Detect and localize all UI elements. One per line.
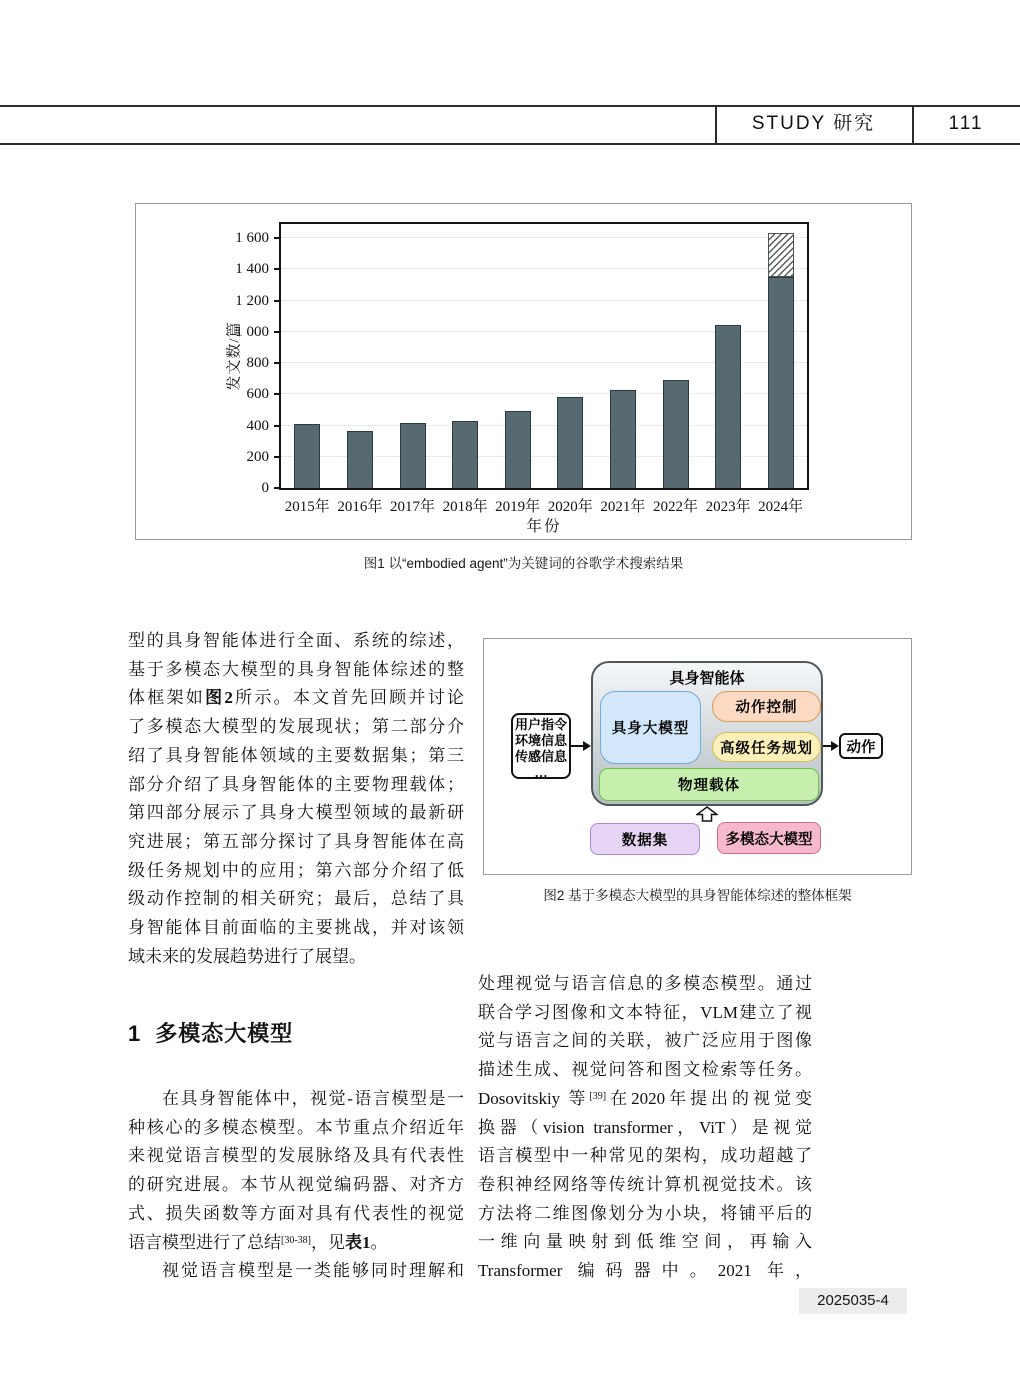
bar-2023年: [715, 325, 741, 488]
figure1-caption: 图1 以“embodied agent”为关键词的谷歌学术搜索结果: [363, 556, 684, 571]
left-column-paragraph-1: [128, 627, 464, 971]
x-tick-label: 2020年: [547, 499, 593, 515]
y-tick-label: 600: [246, 386, 269, 403]
text-line: 一维向量映射到低维空间，再输入: [478, 1232, 812, 1252]
y-tick-label: 200: [246, 448, 269, 465]
node-task-planning: 高级任务规划: [712, 732, 821, 762]
node-physical-carrier: 物理载体: [599, 768, 819, 801]
x-axis-title: 年份: [526, 518, 562, 535]
section-heading: [128, 1017, 488, 1048]
x-tick-label: 2016年: [337, 499, 383, 515]
diagram-agent-container: [591, 661, 823, 806]
text-line: 的研究进展。本节从视觉编码器、对齐方: [128, 1175, 464, 1195]
input-line: 用户指令: [514, 717, 567, 732]
node-action-control: 动作控制: [712, 691, 821, 722]
left-column-paragraph-2: [128, 1085, 464, 1286]
figure1-frame: [135, 203, 912, 540]
y-tick-label: 1 400: [235, 261, 269, 278]
text-line: 种核心的多模态模型。本节重点介绍近年: [128, 1117, 464, 1137]
text-line: Transformer 编码器中。2021 年，: [478, 1261, 812, 1281]
text-line: 了多模态大模型的发展现状；第二部分介: [128, 717, 464, 737]
bar-2022年: [663, 380, 689, 488]
bar-2021年: [610, 390, 636, 488]
gridline: [281, 237, 807, 238]
text-line: 视觉语言模型是一类能够同时理解和: [162, 1261, 464, 1281]
bar-2016年: [347, 431, 373, 488]
article-code-badge: 2025035-4: [799, 1288, 907, 1314]
text-line: 觉与语言之间的关联，被广泛应用于图像: [478, 1031, 812, 1051]
text-line: 描述生成、视觉问答和图文检索等任务。: [478, 1060, 812, 1080]
text-line: 换器（vision transformer，ViT）是视觉: [478, 1117, 812, 1137]
text-line: 语言模型进行了总结[30-38]，见表1。: [128, 1232, 388, 1252]
text-line: 究进展；第五部分探讨了具身智能体在高: [128, 831, 464, 851]
section-number: 1: [128, 1021, 142, 1046]
x-tick-label: 2021年: [600, 499, 646, 515]
text-line: 语言模型中一种常见的架构，成功超越了: [478, 1146, 812, 1166]
x-tick-label: 2015年: [284, 499, 330, 515]
plot-area: [279, 222, 809, 490]
up-arrow-icon: [696, 806, 718, 822]
bar-2015年: [294, 424, 320, 488]
text-line: 基于多模态大模型的具身智能体综述的整: [128, 659, 464, 679]
x-tick-label: 2022年: [652, 499, 698, 515]
text-line: 第四部分展示了具身大模型领域的最新研: [128, 803, 464, 823]
y-tick-label: 0: [261, 480, 269, 496]
node-embodied-model: 具身大模型: [600, 691, 701, 764]
text-line: 体框架如图2所示。本文首先回顾并讨论: [128, 688, 465, 708]
bar-2017年: [400, 423, 426, 488]
gridline: [281, 268, 807, 269]
text-line: 来视觉语言模型的发展脉络及具有代表性: [128, 1146, 464, 1166]
arrow-input-to-agent-head: [583, 741, 591, 751]
text-line: 在具身智能体中，视觉-语言模型是一: [162, 1089, 464, 1108]
y-tick-label: 800: [246, 355, 269, 371]
text-line: 级动作控制的相关研究；最后，总结了具: [128, 889, 464, 909]
figure2-frame: [483, 638, 912, 875]
agent-container-title: 具身智能体: [669, 671, 745, 687]
text-line: 域未来的发展趋势进行了展望。: [128, 946, 366, 966]
journal-section-label: STUDY 研究: [751, 113, 876, 134]
y-axis-title: 发文数/篇: [226, 321, 243, 391]
text-line: 级任务规划中的应用；第六部分介绍了低: [128, 860, 464, 880]
bar-2018年: [452, 421, 478, 488]
node-action-output: 动作: [839, 733, 883, 759]
text-line: 身智能体目前面临的主要挑战，并对该领: [128, 918, 464, 938]
right-column-paragraph: [478, 970, 812, 1286]
text-line: 部分介绍了具身智能体的主要物理载体；: [128, 774, 464, 794]
bar-2020年: [557, 397, 583, 488]
x-tick-label: 2019年: [495, 499, 541, 515]
text-line: Dosovitskiy 等[39]在2020年提出的视觉变: [478, 1088, 813, 1108]
text-line: 式、损失函数等方面对具有代表性的视觉: [128, 1203, 464, 1223]
node-multimodal-model: 多模态大模型: [717, 822, 821, 854]
text-line: 方法将二维图像划分为小块，将铺平后的: [478, 1203, 812, 1223]
text-line: 联合学习图像和文本特征，VLM建立了视: [478, 1002, 812, 1022]
section-title: 多模态大模型: [155, 1021, 294, 1046]
text-line: 型的具身智能体进行全面、系统的综述，: [128, 631, 464, 650]
y-tick-label: 1 000: [235, 323, 269, 340]
page-number: 111: [948, 113, 984, 134]
node-dataset: 数据集: [590, 823, 700, 855]
input-line: 传感信息: [514, 749, 567, 764]
x-tick-label: 2017年: [389, 499, 435, 515]
input-line: …: [534, 765, 548, 780]
arrow-agent-to-action-head: [831, 741, 839, 751]
x-tick-label: 2023年: [705, 499, 751, 515]
input-line: 环境信息: [514, 733, 567, 748]
bar-2024年: [768, 277, 794, 488]
x-tick-label: 2024年: [758, 499, 804, 515]
arrow-input-to-agent: [571, 745, 583, 747]
bar-hatched-2024年: [768, 233, 794, 277]
figure2-caption: 图2 基于多模态大模型的具身智能体综述的整体框架: [543, 888, 852, 903]
text-line: 处理视觉与语言信息的多模态模型。通过: [478, 974, 812, 993]
diagram-input-box: [511, 713, 571, 779]
text-line: 绍了具身智能体领域的主要数据集；第三: [128, 745, 464, 765]
x-tick-label: 2018年: [442, 499, 488, 515]
text-line: 卷积神经网络等传统计算机视觉技术。该: [478, 1174, 812, 1194]
header-rule-bottom: [0, 143, 1020, 145]
y-tick-label: 400: [246, 417, 269, 434]
y-tick-label: 1 600: [235, 230, 269, 246]
y-tick-label: 1 200: [235, 292, 269, 309]
gridline: [281, 300, 807, 301]
bar-2019年: [505, 411, 531, 488]
